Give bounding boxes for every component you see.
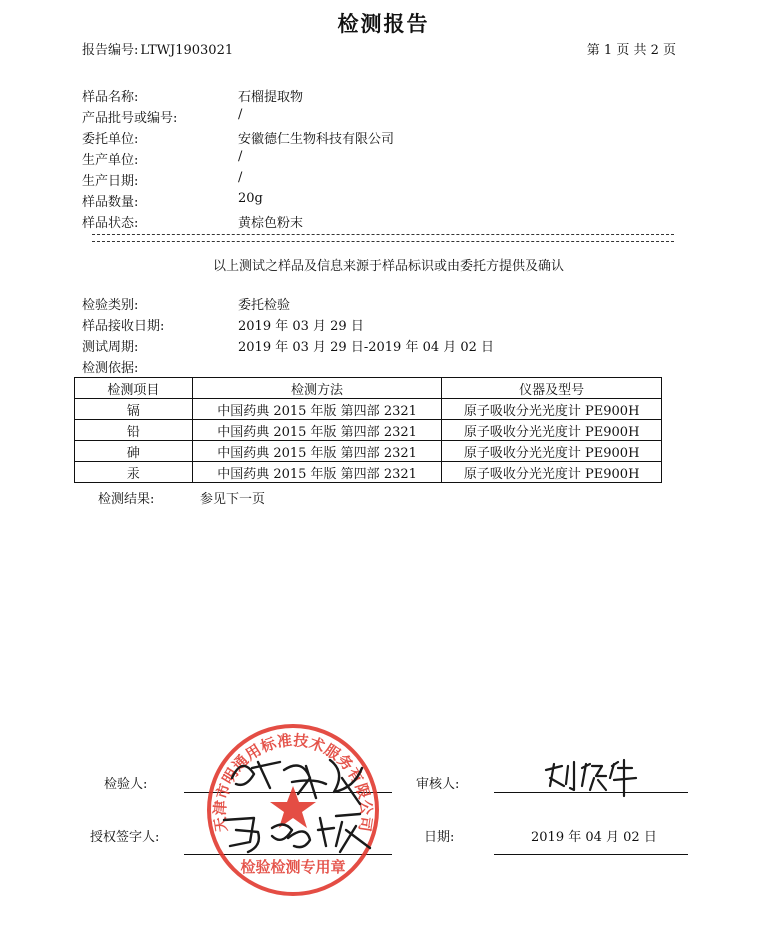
field-label: 生产单位: — [82, 153, 139, 168]
field-value: 石榴提取物 — [238, 90, 304, 105]
field-value: 20g — [238, 191, 263, 206]
column-header: 仪器及型号 — [442, 378, 662, 399]
signing-date: 2019 年 04 月 02 日 — [531, 830, 657, 845]
field-label: 生产日期: — [82, 174, 139, 189]
column-header: 检测项目 — [75, 378, 193, 399]
result-value: 参见下一页 — [200, 492, 266, 507]
table-cell: 中国药典 2015 年版 第四部 2321 — [192, 462, 442, 483]
source-note: 以上测试之样品及信息来源于样品标识或由委托方提供及确认 — [212, 259, 564, 274]
date-line — [494, 854, 688, 855]
table-cell: 镉 — [75, 399, 193, 420]
methods-table — [74, 377, 662, 483]
table-cell: 中国药典 2015 年版 第四部 2321 — [192, 441, 442, 462]
table-cell: 原子吸收分光光度计 PE900H — [442, 399, 662, 420]
field-value: 委托检验 — [238, 298, 291, 313]
field-label: 样品状态: — [82, 216, 139, 231]
field-label: 样品接收日期: — [82, 319, 165, 334]
table-cell: 砷 — [75, 441, 193, 462]
field-value: / — [238, 170, 243, 185]
table-cell: 铅 — [75, 420, 193, 441]
field-label: 样品数量: — [82, 195, 139, 210]
report-number-label: 报告编号: — [82, 43, 139, 58]
report-number-value: LTWJ1903021 — [140, 43, 234, 58]
field-value: / — [238, 149, 243, 164]
table-row — [75, 441, 662, 462]
authorized-signature — [210, 806, 380, 858]
result-label: 检测结果: — [98, 492, 155, 507]
page-info: 第 1 页 共 2 页 — [586, 43, 676, 58]
field-value: 2019 年 03 月 29 日 — [238, 319, 364, 334]
field-label: 检测依据: — [82, 361, 139, 376]
table-row — [75, 462, 662, 483]
field-label: 产品批号或编号: — [82, 111, 178, 126]
field-value: 安徽德仁生物科技有限公司 — [238, 132, 395, 147]
reviewer-label: 审核人: — [416, 777, 460, 792]
field-label: 样品名称: — [82, 90, 139, 105]
authorized-signatory-label: 授权签字人: — [90, 830, 160, 845]
field-value: / — [238, 107, 243, 122]
report-number — [82, 39, 233, 58]
date-label: 日期: — [424, 830, 455, 845]
inspector-label: 检验人: — [104, 777, 148, 792]
reviewer-signature — [540, 756, 640, 800]
column-header: 检测方法 — [192, 378, 442, 399]
inspector-signature — [222, 748, 372, 812]
table-header-row — [75, 378, 662, 399]
section-divider — [92, 234, 674, 242]
field-label: 委托单位: — [82, 132, 139, 147]
stamp-bottom-text: 检验检测专用章 — [240, 858, 346, 876]
field-value: 2019 年 03 月 29 日-2019 年 04 月 02 日 — [238, 340, 495, 355]
field-value: 黄棕色粉末 — [238, 216, 304, 231]
report-title: 检测报告 — [337, 12, 430, 36]
table-cell: 原子吸收分光光度计 PE900H — [442, 441, 662, 462]
table-cell: 原子吸收分光光度计 PE900H — [442, 420, 662, 441]
stamp-ring-text: 天津市明通用标准技术服务有限公司 — [210, 731, 376, 834]
table-cell: 汞 — [75, 462, 193, 483]
table-row — [75, 399, 662, 420]
field-label: 测试周期: — [82, 340, 139, 355]
table-cell: 中国药典 2015 年版 第四部 2321 — [192, 399, 442, 420]
table-cell: 中国药典 2015 年版 第四部 2321 — [192, 420, 442, 441]
field-label: 检验类别: — [82, 298, 139, 313]
table-cell: 原子吸收分光光度计 PE900H — [442, 462, 662, 483]
table-row — [75, 420, 662, 441]
